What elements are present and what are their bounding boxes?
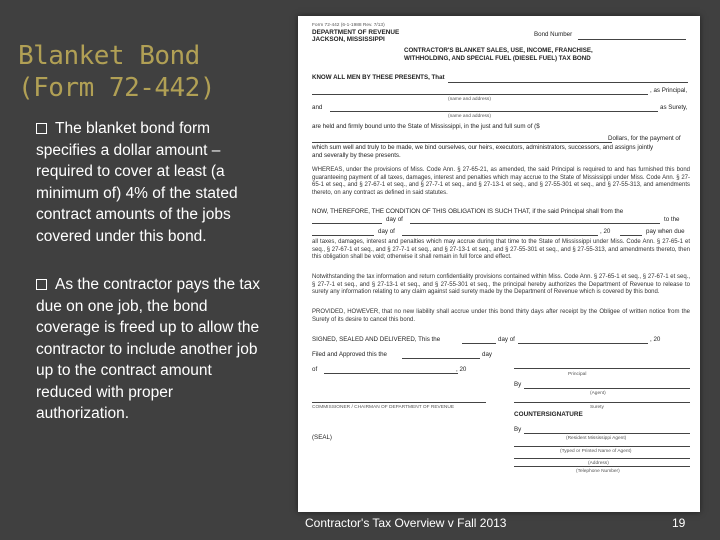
sum-line <box>312 142 612 143</box>
principal-address-line <box>312 94 648 95</box>
provided-paragraph: PROVIDED, HOWEVER, that no new liability shall accrue under this bond thirty days after receipt by the Obligee of written notice from the Surety of its desire to cancel this bond. <box>312 309 690 323</box>
bullet-list <box>36 118 268 452</box>
agent-caption: (Agent) <box>590 391 606 396</box>
all-taxes-paragraph: all taxes, damages, interest and penalties which may accrue during that time to the State of Mississippi under Miss. Code Ann. § 27-65-1 et seq., § 27-67-1 et seq., and § 27-7-1 et seq., and § 27-13-1 et seq., and § 27-55-301 et seq., and § 27-55-313, and amendments thereto, then this obligation shall be void; otherwise it shall remain in full force and effect. <box>312 239 690 261</box>
bullet-text: As the contractor pays the tax due on one job, the bond coverage is freed up to allow the contractor to include another job up to the contract amount reduced with proper authorization. <box>36 276 261 422</box>
filed-day-label: day <box>482 351 492 358</box>
day-of-label-2: day of <box>378 228 395 235</box>
bullet-item <box>36 274 268 425</box>
start-month-line <box>410 223 660 224</box>
filed-day-line <box>402 358 480 359</box>
surety-label: as Surety, <box>660 104 688 111</box>
dollars-text: Dollars, for the payment of <box>608 135 681 142</box>
bond-number-label: Bond Number <box>534 31 573 38</box>
filed-year-label: , 20 <box>456 366 467 373</box>
slide-title <box>18 40 288 104</box>
bond-form-image <box>298 16 700 512</box>
form-heading-line-2: WITHHOLDING, AND SPECIAL FUEL (DIESEL FUEL) TAX BOND <box>404 55 591 62</box>
bullet-text: The blanket bond form specifies a dollar amount – required to cover at least (a minimum of) 4% of the stated contract amounts of the jobs covered under this bond. <box>36 120 238 245</box>
filed-month-line <box>324 373 458 374</box>
agency-line-2: JACKSON, MISSISSIPPI <box>312 36 385 43</box>
name-address-caption-2: (name and address) <box>448 114 491 119</box>
held-cont-2: and severally by these presents. <box>312 152 401 159</box>
telephone-line <box>514 466 690 467</box>
end-month-line <box>402 235 598 236</box>
notwithstanding-paragraph: Notwithstanding the tax information and return confidentiality provisions contained within Miss. Code Ann. § 27-65-1 et seq., § 27-67-1 et seq., § 27-7-1 et seq., and § 27-13-1 et seq., and § 27-55-301 et seq., the principal hereby authorizes the Department of Revenue to release to surety any information relating to any claim against said surety made by the Department of Revenue which is covered by this bond. <box>312 274 690 296</box>
agent-signature-line <box>524 388 690 389</box>
pay-when-due-label: pay when due <box>646 228 685 235</box>
commissioner-caption: COMMISSIONER / CHAIRMAN OF DEPARTMENT OF REVENUE <box>312 405 455 410</box>
slide-footer: Contractor's Tax Overview v Fall 2013 <box>305 516 507 530</box>
telephone-caption: (Telephone Number) <box>576 469 620 474</box>
checkbox-bullet-icon <box>36 123 47 134</box>
year-20-label: , 20 <box>600 228 611 235</box>
signed-month-line <box>518 343 648 344</box>
filed-text: Filed and Approved this the <box>312 351 387 358</box>
commissioner-signature-line <box>312 402 486 403</box>
principal-signature-line <box>514 368 690 369</box>
name-address-caption: (name and address) <box>448 97 491 102</box>
principal-label: , as Principal, <box>650 87 688 94</box>
signed-text: SIGNED, SEALED AND DELIVERED, This the <box>312 336 441 343</box>
address-line <box>514 458 690 459</box>
to-the-label: to the <box>664 216 680 223</box>
know-all-text: KNOW ALL MEN BY THESE PRESENTS, That <box>312 74 445 81</box>
page-number: 19 <box>672 516 686 530</box>
seal-label: (SEAL) <box>312 434 332 441</box>
title-line-1: Blanket Bond <box>18 41 200 71</box>
surety-signature-line <box>514 402 690 403</box>
year-line <box>620 235 642 236</box>
principal-caption: Principal <box>568 372 587 377</box>
agency-line-1: DEPARTMENT OF REVENUE <box>312 29 400 36</box>
checkbox-bullet-icon <box>36 279 47 290</box>
resident-agent-line <box>524 433 690 434</box>
start-date-line <box>312 223 382 224</box>
typed-name-caption: (Typed or Printed Name of Agent) <box>560 449 632 454</box>
signed-year-label: , 20 <box>650 336 661 343</box>
of-label: of <box>312 366 318 373</box>
typed-name-line <box>514 446 690 447</box>
title-line-2: (Form 72-442) <box>18 73 215 103</box>
address-caption: (Address) <box>588 461 609 466</box>
form-id: Form 72-442 (6-1-1988 Rev. 7/13) <box>312 23 385 28</box>
and-label: and <box>312 104 323 111</box>
now-therefore-text: NOW, THEREFORE, THE CONDITION OF THIS OBLIGATION IS SUCH THAT, if the said Principal shall from the <box>312 208 624 215</box>
signed-day-label: day of <box>498 336 515 343</box>
bond-number-line <box>578 39 686 40</box>
countersignature-label: COUNTERSIGNATURE <box>514 411 583 418</box>
by-label-2: By <box>514 426 522 433</box>
surety-line <box>330 111 658 112</box>
form-heading-line-1: CONTRACTOR'S BLANKET SALES, USE, INCOME, FRANCHISE, <box>404 47 593 54</box>
whereas-paragraph: WHEREAS, under the provisions of Miss. Code Ann. § 27-65-21, as amended, the said Principal is required to and has furnished this bond guaranteeing payment of all taxes, damages, interest and penalties which may accrue to the State of Mississippi under Miss. Code Ann. § 27-65-1 et seq., and § 27-67-1 et seq., and § 27-7-1 et seq., and § 27-13-1 et seq., and § 27-55-301 et seq., and § 27-55-313, and amendments thereto, on any contract as defined in said statutes. <box>312 167 690 196</box>
day-of-label: day of <box>386 216 403 223</box>
bullet-item <box>36 118 268 247</box>
by-label: By <box>514 381 522 388</box>
end-date-line <box>312 235 374 236</box>
principal-name-line <box>448 82 688 83</box>
signed-day-line <box>462 343 496 344</box>
held-cont-1: which sum well and truly to be made, we bind ourselves, our heirs, executors, administrators, successors, and assigns jointly <box>312 144 654 151</box>
resident-agent-caption: (Resident Mississippi Agent) <box>566 436 627 441</box>
surety-caption: Surety <box>590 405 604 410</box>
held-bound-text: are held and firmly bound unto the State of Mississippi, in the just and full sum of ($ <box>312 123 540 130</box>
